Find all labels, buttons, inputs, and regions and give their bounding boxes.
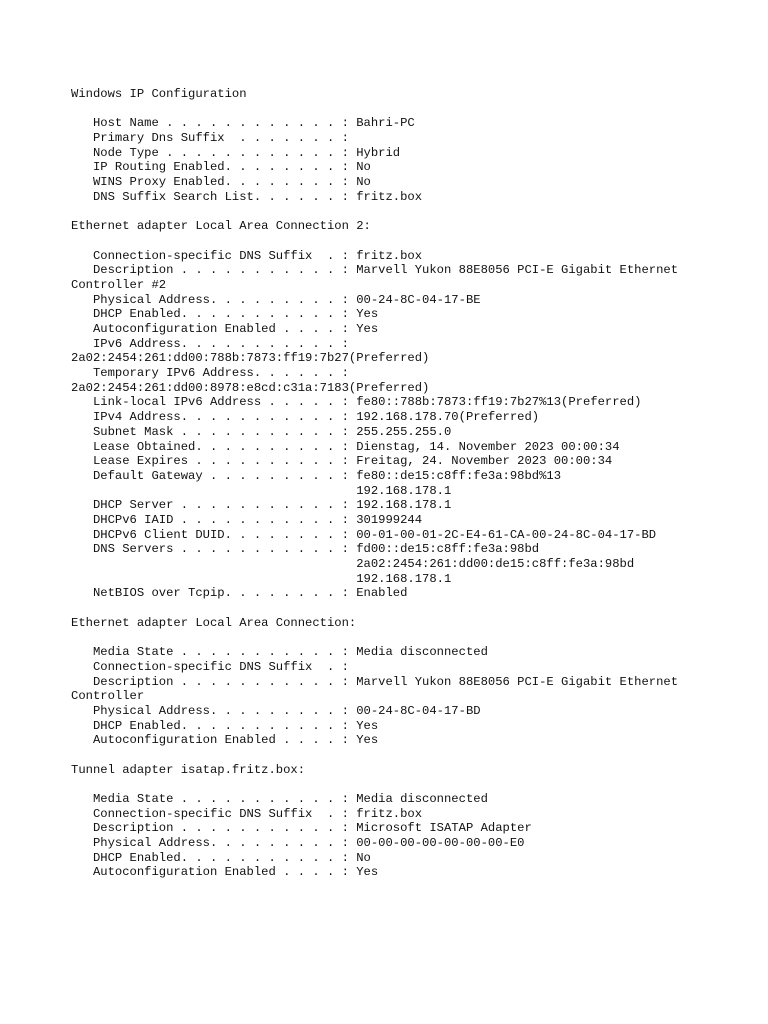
text-line: IPv6 Address. . . . . . . . . . . : [71, 336, 349, 351]
text-line: Primary Dns Suffix . . . . . . . : [71, 131, 349, 146]
text-line [71, 601, 761, 616]
text-line: 192.168.178.1 [71, 571, 452, 586]
text-line: Autoconfiguration Enabled . . . . : Yes [71, 733, 379, 748]
text-line: Autoconfiguration Enabled . . . . : Yes [71, 865, 379, 880]
text-line: DNS Servers . . . . . . . . . . . : fd00::de15:c8ff:fe3a:98bd [71, 542, 540, 557]
text-line: Ethernet adapter Local Area Connection 2: [71, 219, 371, 234]
text-line: Physical Address. . . . . . . . . : 00-24-8C-04-17-BD [71, 703, 481, 718]
text-line: 2a02:2454:261:dd00:de15:c8ff:fe3a:98bd [71, 557, 635, 571]
text-line [71, 102, 761, 117]
text-line: Media State . . . . . . . . . . . : Media disconnected [71, 792, 488, 806]
text-line: DHCP Enabled. . . . . . . . . . . : Yes [71, 307, 379, 322]
text-line: Node Type . . . . . . . . . . . . : Hybrid [71, 145, 401, 160]
text-line: IP Routing Enabled. . . . . . . . : No [71, 160, 371, 175]
text-line: DHCP Enabled. . . . . . . . . . . : No [71, 850, 371, 865]
text-line [71, 205, 761, 220]
text-line: Physical Address. . . . . . . . . : 00-24-8C-04-17-BE [71, 292, 481, 307]
text-line: 2a02:2454:261:dd00:788b:7873:ff19:7b27(Preferred) [71, 351, 430, 366]
text-line: Connection-specific DNS Suffix . : [71, 659, 349, 674]
text-line: Lease Obtained. . . . . . . . . . : Dienstag, 14. November 2023 00:00:34 [71, 439, 620, 454]
text-line: 2a02:2454:261:dd00:8978:e8cd:c31a:7183(Preferred) [71, 380, 430, 395]
text-line: Link-local IPv6 Address . . . . . : fe80::788b:7873:ff19:7b27%13(Preferred) [71, 395, 642, 410]
text-line: IPv4 Address. . . . . . . . . . . : 192.168.178.70(Preferred) [71, 410, 540, 425]
text-line: Connection-specific DNS Suffix . : fritz.box [71, 806, 423, 821]
text-line [71, 630, 761, 645]
text-line: Lease Expires . . . . . . . . . . : Freitag, 24. November 2023 00:00:34 [71, 454, 613, 469]
text-line: Media State . . . . . . . . . . . : Media disconnected [71, 645, 488, 660]
text-line: Controller [71, 689, 145, 704]
text-line: Host Name . . . . . . . . . . . . : Bahri-PC [71, 116, 415, 131]
text-line: WINS Proxy Enabled. . . . . . . . : No [71, 175, 371, 190]
text-line: Ethernet adapter Local Area Connection: [71, 615, 357, 630]
text-line [71, 234, 761, 249]
text-line: Subnet Mask . . . . . . . . . . . : 255.255.255.0 [71, 424, 452, 439]
text-line: Default Gateway . . . . . . . . . : fe80::de15:c8ff:fe3a:98bd%13 [71, 468, 562, 483]
text-line: DNS Suffix Search List. . . . . . : fritz.box [71, 189, 423, 204]
text-line: Physical Address. . . . . . . . . : 00-00-00-00-00-00-00-E0 [71, 836, 525, 851]
text-line: DHCPv6 IAID . . . . . . . . . . . : 301999244 [71, 512, 423, 527]
text-line: DHCPv6 Client DUID. . . . . . . . : 00-01-00-01-2C-E4-61-CA-00-24-8C-04-17-BD [71, 527, 657, 542]
text-line: Controller #2 [71, 277, 167, 292]
text-line: Connection-specific DNS Suffix . : fritz.box [71, 248, 423, 263]
text-line: Tunnel adapter isatap.fritz.box: [71, 762, 306, 777]
text-line: DHCP Server . . . . . . . . . . . : 192.168.178.1 [71, 498, 452, 513]
text-line: Windows IP Configuration [71, 87, 247, 101]
text-line: NetBIOS over Tcpip. . . . . . . . : Enabled [71, 586, 408, 601]
text-line: Description . . . . . . . . . . . : Marvell Yukon 88E8056 PCI-E Gigabit Ethernet [71, 263, 679, 278]
text-line [71, 777, 761, 792]
text-line [71, 748, 761, 763]
text-line: Description . . . . . . . . . . . : Microsoft ISATAP Adapter [71, 821, 532, 836]
text-line: Description . . . . . . . . . . . : Marvell Yukon 88E8056 PCI-E Gigabit Ethernet [71, 674, 679, 689]
text-line: 192.168.178.1 [71, 483, 452, 498]
ipconfig-output [71, 87, 761, 880]
text-line: DHCP Enabled. . . . . . . . . . . : Yes [71, 718, 379, 733]
text-line: Temporary IPv6 Address. . . . . . : [71, 366, 349, 381]
text-line: Autoconfiguration Enabled . . . . : Yes [71, 322, 379, 336]
